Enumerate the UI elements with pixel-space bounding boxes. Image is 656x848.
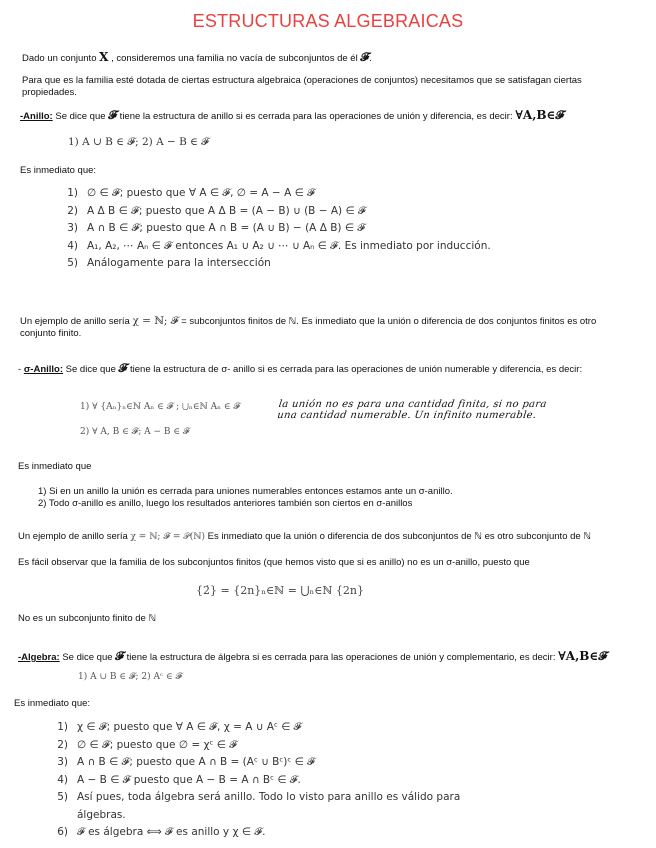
list-item [60,220,540,238]
example-text: Un ejemplo de anillo sería [18,531,131,542]
algebra-heading: -Algebra: [18,652,60,663]
intro-paragraph-2: Para que es la familia esté dotada de ciertas estructura algebraica (operaciones de conjuntos) necesitamos que se satisfagan ciertas propiedades. [22,75,582,98]
item-text: 𝓕 es álgebra ⟺ 𝓕 es anillo y χ ∈ 𝓕. [77,826,266,838]
item-number: 2) [57,738,68,751]
item-text: A − B ∈ 𝓕 puesto que A − B = A ∩ Bᶜ ∈ 𝓕. [77,773,301,786]
set-x-symbol: X [99,50,109,64]
list-item [50,789,490,824]
item-number: 2) [67,204,78,217]
sigma-immediate-heading: Es inmediato que [18,461,92,472]
intro-text: . [369,53,372,64]
definition-text: Se dice que [52,111,109,122]
item-number: 1) [67,187,78,199]
algebra-immediate-heading: Es inmediato que: [14,698,91,709]
item-text: A ∩ B ∈ 𝓕; puesto que A ∩ B = (A ∪ B) − (A Δ B) ∈ 𝓕 [87,222,366,234]
item-number: 5) [57,791,68,803]
algebra-definition [18,650,607,664]
definition-text: Se dice que [63,364,119,375]
example-math: χ = ℕ; 𝓕 [132,315,179,327]
item-number: 3) [67,222,78,234]
item-number: 5) [67,257,78,269]
item-text: ∅ ∈ 𝓕; puesto que ∀ A ∈ 𝓕, ∅ = A − A ∈ 𝓕 [87,187,315,199]
algebra-properties-list [50,719,490,842]
family-symbol: 𝓕 [108,108,118,122]
anillo-definition [20,109,564,123]
item-text: χ ∈ 𝓕; puesto que ∀ A ∈ 𝓕, χ = A ∪ Aᶜ ∈ 𝓕 [77,721,302,733]
list-item [50,754,490,772]
sigma-condition-2: 2) ∀ A, B ∈ 𝓕; A − B ∈ 𝓕 [80,427,190,437]
example-text: = subconjuntos finitos de ℕ. Es inmediato que la unión o diferencia de dos conjuntos finitos es otro conjunto finito. [20,316,597,339]
item-text: Análogamente para la intersección [87,257,271,269]
item-number: 3) [57,756,68,768]
intro-paragraph-1 [22,51,372,65]
item-number: 4) [57,773,68,786]
intro-text: Dado un conjunto [22,53,100,64]
example-text: Un ejemplo de anillo sería [20,316,133,327]
sigma-item-2: 2) Todo σ-anillo es anillo, luego los resultados anteriores también son ciertos en σ-anillos [38,498,413,509]
list-item [50,824,490,842]
list-item [50,772,490,790]
sigma-anillo-definition [18,362,633,376]
sigma-observation: Es fácil observar que la familia de los subconjuntos finitos (que hemos visto que si es anillo) no es un σ-anillo, puesto que [18,557,530,568]
list-item [60,185,540,203]
item-text: A ∩ B ∈ 𝓕; puesto que A ∩ B = (Aᶜ ∪ Bᶜ)ᶜ ∈ 𝓕 [77,756,315,768]
definition-text: tiene la estructura de álgebra si es cerrada para las operaciones de unión y complementario, es decir: [124,652,559,663]
quantifier-symbol: ∀A,B∈𝓕 [515,108,565,122]
item-text: A₁, A₂, ⋯ Aₙ ∈ 𝓕 entonces A₁ ∪ A₂ ∪ ⋯ ∪ Aₙ ∈ 𝓕. Es inmediato por inducción. [87,239,491,252]
sigma-anillo-heading: σ-Anillo: [23,364,64,375]
intro-text: , consideremos una familia no vacía de subconjuntos de él [108,53,361,64]
algebra-conditions: 1) A ∪ B ∈ 𝓕; 2) Aᶜ ∈ 𝓕 [78,672,183,682]
definition-text: tiene la estructura de σ- anillo si es cerrada para las operaciones de unión numerable y diferencia, es decir: [127,364,583,375]
anillo-immediate-heading: Es inmediato que: [20,165,97,176]
item-text: ∅ ∈ 𝓕; puesto que ∅ = χᶜ ∈ 𝓕 [77,738,237,751]
list-item [60,238,540,256]
family-symbol: 𝓕 [118,361,128,375]
sigma-condition-1: 1) ∀ {Aₙ}ₙ∈ℕ Aₙ ∈ 𝓕 ; ⋃ₙ∈ℕ Aₙ ∈ 𝓕 [80,402,240,412]
handwritten-note: la unión no es para una cantidad finita, si no para una cantidad numerable. Un infinito numerable. [276,399,548,421]
example-math: χ = ℕ; 𝓕 = 𝒫(ℕ) [130,532,205,542]
definition-text: Se dice que [59,652,116,663]
list-item [50,719,490,737]
item-number: 1) [57,721,68,733]
definition-text: - [18,364,24,375]
sigma-item-1: 1) Si en un anillo la unión es cerrada para uniones numerables entonces estamos ante un σ-anillo. [38,486,453,497]
quantifier-symbol: ∀A,B∈𝓕 [558,649,608,663]
definition-text: tiene la estructura de anillo si es cerrada para las operaciones de unión y diferencia, es decir: [117,111,516,122]
family-symbol: 𝓕 [360,50,370,64]
sigma-formula: {2̇} = {2n}ₙ∈ℕ = ⋃ₙ∈ℕ {2n} [196,584,365,597]
example-text: Es inmediato que la unión o diferencia de dos subconjuntos de ℕ es otro subconjunto de ℕ [204,531,591,542]
list-item [50,737,490,755]
sigma-example [18,531,591,543]
anillo-conditions: 1) A ∪ B ∈ 𝓕; 2) A − B ∈ 𝓕 [68,136,210,148]
list-item [60,255,540,273]
anillo-heading: -Anillo: [20,111,53,122]
item-number: 4) [67,239,78,252]
list-item [60,203,540,221]
anillo-properties-list [60,185,540,273]
family-symbol: 𝓕 [115,649,125,663]
item-number: 6) [57,826,68,838]
not-finite-subset-text: No es un subconjunto finito de ℕ [18,613,157,624]
item-text: Así pues, toda álgebra será anillo. Todo lo visto para anillo es válido para álgebras. [77,791,461,821]
page-title: ESTRUCTURAS ALGEBRAICAS [192,11,464,31]
item-text: A Δ B ∈ 𝓕; puesto que A Δ B = (A − B) ∪ (B − A) ∈ 𝓕 [87,204,366,217]
anillo-example [20,315,630,340]
